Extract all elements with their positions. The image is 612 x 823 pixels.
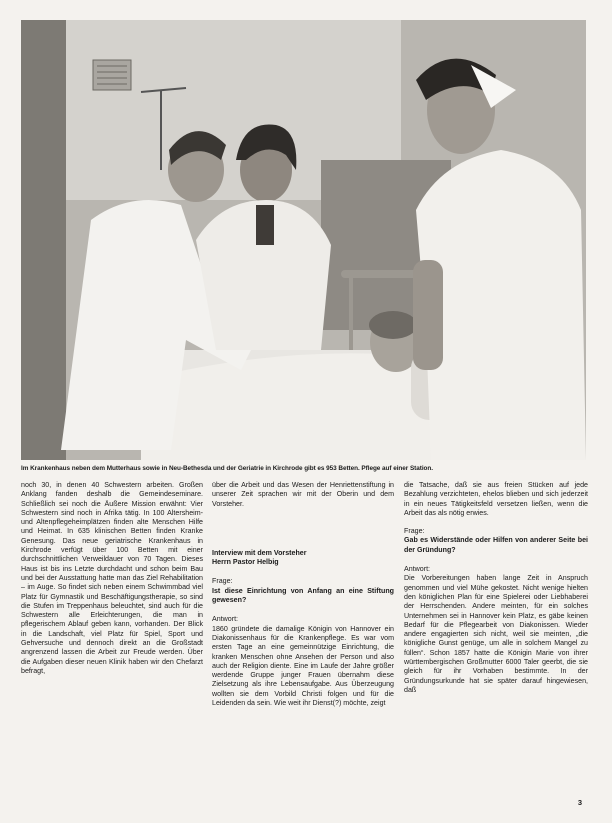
question-text: Gab es Widerstände oder Hilfen von anderer Seite bei der Gründung? xyxy=(404,536,588,554)
answer-text: Die Vorbereitungen haben lange Zeit in Anspruch genommen und viel Mühe gekostet. Nicht wenige hielten den königlichen Plan für eine Spielerei oder Liebhaberei der Herrschenden. Andere meinten, für ein solches Unternehmen sei in Hannover kein Platz, es gäbe keinen Bedarf für die Pflegearbeit von Diakonissen. Wieder andere engagierten sich nicht, weil sie meinten, „die königliche Gunst genüge, um alle in solchem Mangel zu füllen“. Schon 1857 hatte die Königin Marie von ihrer württembergischen Großmutter 6000 Taler geerbt, die sie gleich für ihr Vorhaben bestimmte. In der Gründungsurkunde hat sie später darauf hingewiesen, daß xyxy=(404,574,588,694)
text-column-1 xyxy=(21,481,203,676)
column-1-text: noch 30, in denen 40 Schwestern arbeiten. Großen Anklang fanden deshalb die Gemeindeseminare. Schließlich sei noch die Äußere Mission erwähnt: Vier Schwestern sind noch in Afrika tätig. In 100 Altersheim- und Altenpflegeheimplätzen finden alte Menschen Hilfe und Heimat. In 635 klinischen Betten finden Kranke Genesung. Das neue geriatrische Krankenhaus in Kirchrode verfügt über 100 Betten mit einer durchschnittlichen Verweildauer von 70 Tagen. Dieses Haus ist bis ins Letzte durchdacht und schon beim Bau und bei der Ausstattung hatte man das Ziel Rehabilitation – im Auge. So findet sich neben einem Schwimmbad viel Platz für Gymnastik und Beschäftigungstherapie, so sind die Stufen im Treppenhaus beleuchtet, sind auch für die Schwestern alle Erleichterungen, die man in pflegerischem Ablauf geben kann, vorhanden. Der Blick in die Landschaft, viel Platz für Spiel, Sport und Gehversuche und dennoch direkt an die Großstadt angrenzend lassen die Arbeit zur Freude werden. Über die Aufgaben dieser neuen Klinik haben wir den Chefarzt befragt, xyxy=(21,481,203,675)
text-column-3 xyxy=(404,481,588,695)
interview-heading-line-1: Interview mit dem Vorsteher xyxy=(212,548,307,557)
question-label: Frage: xyxy=(212,577,233,586)
hospital-photo xyxy=(21,20,586,460)
answer-label: Antwort: xyxy=(212,615,239,624)
answer-text: 1860 gründete die damalige Königin von Hannover ein Diakonissenhaus für die Krankenpflege. Es war vom ersten Tage an eine gemeinnützige Einrichtung, die kranken Menschen ohne Ansehen der Person und also auch der Religion diente. Eine im Laufe der Jahre größer werdende Gruppe junger Frauen übernahm diese Zielsetzung als ihre Lebensaufgabe. Aus Überzeugung wollten sie dem Vorbild Christi folgen und für die Leidenden da sein. Wie weit ihr Dienst(?) möchte, zeigt xyxy=(212,624,394,708)
answer-label: Antwort: xyxy=(404,565,431,574)
interview-heading xyxy=(212,549,394,568)
question-text: Ist diese Einrichtung von Anfang an eine Stiftung gewesen? xyxy=(212,586,394,605)
hospital-scene-illustration xyxy=(21,20,586,460)
column-2-intro: über die Arbeit und das Wesen der Henriettenstiftung in unserer Zeit sprachen wir mit der Oberin und dem Vorsteher. xyxy=(212,481,394,508)
question-label: Frage: xyxy=(404,527,425,536)
text-column-2 xyxy=(212,481,394,708)
page-number xyxy=(578,798,582,807)
photo-caption: Im Krankenhaus neben dem Mutterhaus sowie in Neu-Bethesda und der Geriatrie in Kirchrode gibt es 953 Betten. Pflege auf einer Station. xyxy=(21,465,433,472)
interview-heading-line-2: Herrn Pastor Helbig xyxy=(212,558,279,567)
column-3-intro: die Tatsache, daß sie aus freien Stücken auf jede Bezahlung verzichteten, ehelos blieben und sich jederzeit in ein neues Tätigkeitsfeld versetzen ließen, wenn die Arbeit das als nötig erwies. xyxy=(404,481,588,517)
page-number-value: 3 xyxy=(577,798,582,807)
